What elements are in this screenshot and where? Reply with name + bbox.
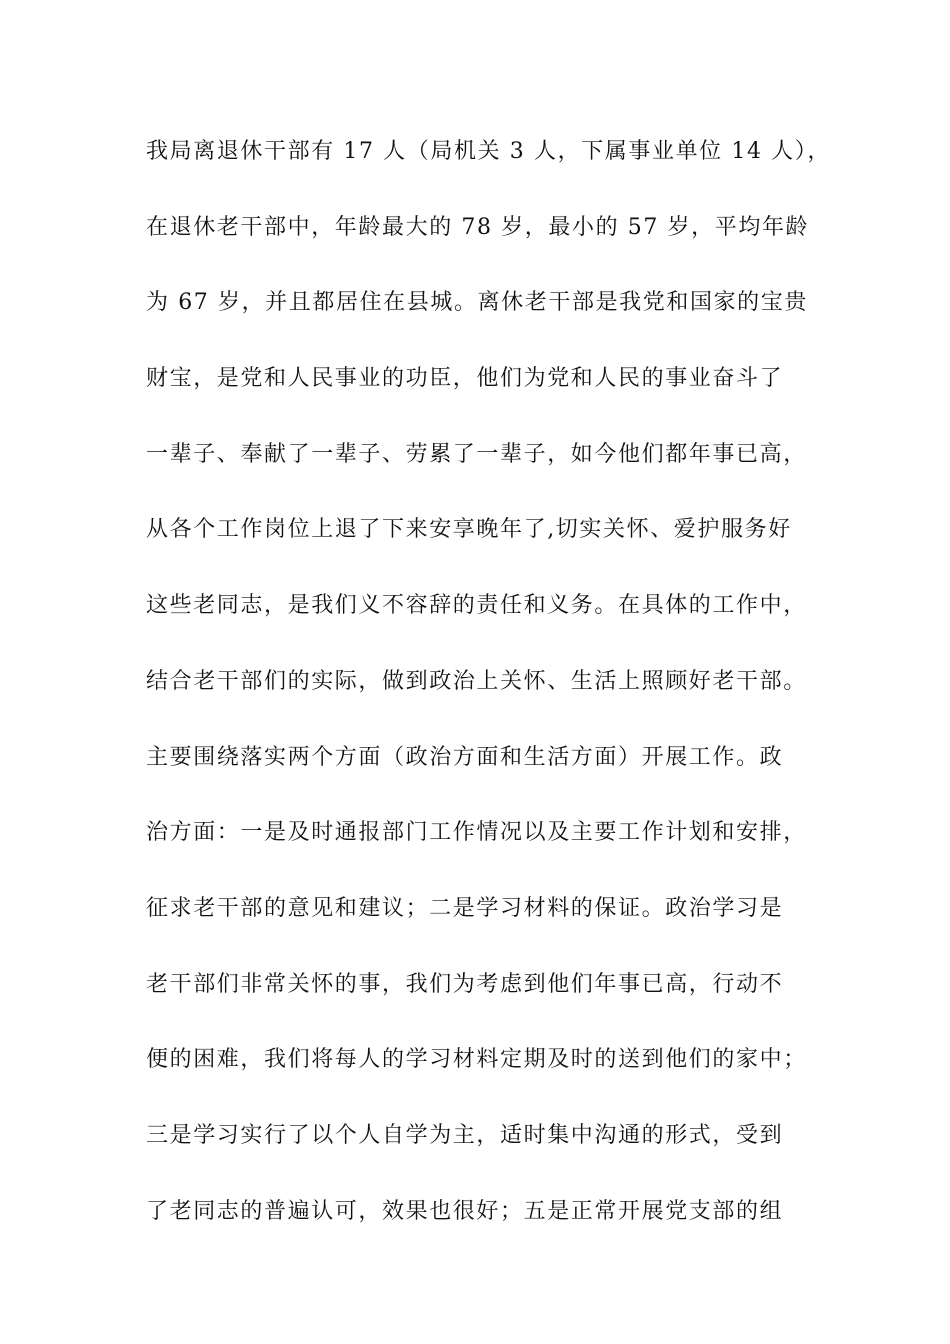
text-line: 从各个工作岗位上退了下来安享晚年了,切实关怀、爱护服务好	[146, 517, 792, 543]
text-line: 结合老干部们的实际，做到政治上关怀、生活上照顾好老干部。	[146, 668, 807, 694]
text-line: 三是学习实行了以个人自学为主，适时集中沟通的形式，受到	[146, 1122, 784, 1148]
text-line: 老干部们非常关怀的事，我们为考虑到他们年事已高，行动不	[146, 971, 784, 997]
text-line: 这些老同志，是我们义不容辞的责任和义务。在具体的工作中，	[146, 593, 807, 619]
text-line: 一辈子、奉献了一辈子、劳累了一辈子，如今他们都年事已高，	[146, 441, 807, 467]
text-line: 我局离退休干部有 17 人（局机关 3 人，下属事业单位 14 人），	[146, 139, 831, 164]
text-line: 征求老干部的意见和建议；二是学习材料的保证。政治学习是	[146, 895, 784, 921]
text-line: 了老同志的普遍认可，效果也很好；五是正常开展党支部的组	[146, 1198, 784, 1224]
text-line: 在退休老干部中，年龄最大的 78 岁，最小的 57 岁，平均年龄	[146, 214, 810, 240]
text-line: 便的困难，我们将每人的学习材料定期及时的送到他们的家中；	[146, 1047, 807, 1073]
text-line: 财宝，是党和人民事业的功臣，他们为党和人民的事业奋斗了	[146, 366, 784, 392]
text-line: 为 67 岁，并且都居住在县城。离休老干部是我党和国家的宝贵	[146, 290, 808, 316]
body-paragraph	[146, 128, 836, 1263]
text-line: 治方面：一是及时通报部门工作情况以及主要工作计划和安排，	[146, 820, 807, 846]
text-line: 主要围绕落实两个方面（政治方面和生活方面）开展工作。政	[146, 744, 784, 770]
